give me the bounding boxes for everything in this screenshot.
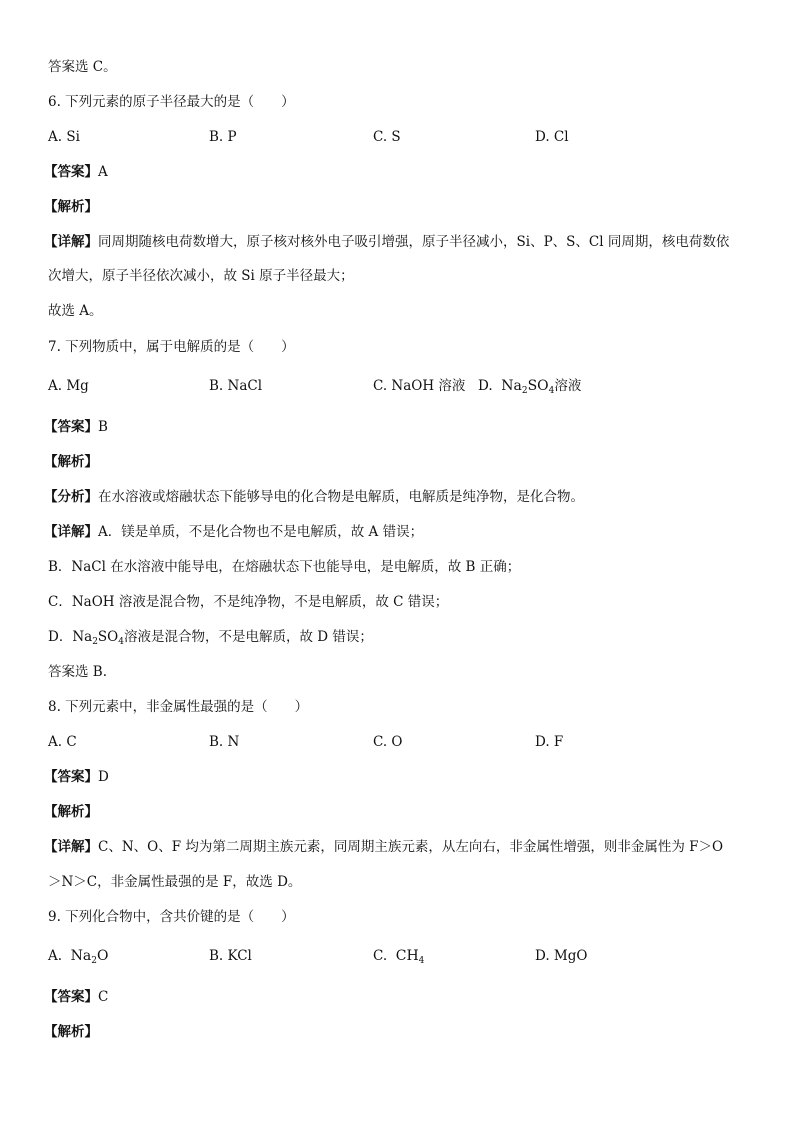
detail-label: 【详解】 bbox=[44, 234, 98, 250]
answer-line-prev: 答案选 C。 bbox=[48, 59, 117, 75]
answer-value: D bbox=[98, 769, 109, 785]
formula-subscript: 2 bbox=[91, 956, 97, 966]
answer-value: C bbox=[98, 989, 109, 1005]
answer-label: 【答案】 bbox=[44, 419, 98, 435]
q6-option-c: C. S bbox=[373, 129, 401, 145]
detail-text: D．Na bbox=[48, 629, 93, 645]
q7-detail-a bbox=[44, 522, 423, 542]
q9-answer bbox=[44, 987, 108, 1007]
detail-label: 【详解】 bbox=[44, 839, 98, 855]
detail-text: 溶液是混合物，不是电解质，故 D 错误； bbox=[123, 629, 373, 645]
q7-option-b: B. NaCl bbox=[209, 378, 263, 394]
q8-answer bbox=[44, 767, 109, 787]
q7-detail-d bbox=[48, 627, 373, 647]
q8-option-a: A. C bbox=[48, 734, 77, 750]
q8-option-c: C. O bbox=[373, 734, 403, 750]
q6-detail-2: 次增大，原子半径依次减小，故 Si 原子半径最大； bbox=[48, 268, 354, 284]
q8-detail-2: ＞N＞C，非金属性最强的是 F，故选 D。 bbox=[48, 874, 302, 890]
q6-detail-1 bbox=[44, 232, 729, 252]
question-7: 7. 下列物质中，属于电解质的是（ ） bbox=[48, 339, 295, 355]
q6-answer bbox=[44, 162, 108, 182]
q7-conclusion: 答案选 B. bbox=[48, 664, 108, 680]
detail-text: A．镁是单质，不是化合物也不是电解质，故 A 错误； bbox=[98, 524, 424, 540]
detail-text: C、N、O、F 均为第二周期主族元素，同周期主族元素，从左向右，非金属性增强，则非金属性为 F＞O bbox=[98, 839, 724, 855]
answer-label: 【答案】 bbox=[44, 164, 98, 180]
formula-part: Na bbox=[501, 378, 522, 394]
q7-option-d bbox=[478, 376, 581, 396]
answer-label: 【答案】 bbox=[44, 989, 98, 1005]
formula-part: SO bbox=[527, 378, 549, 394]
q7-option-a: A. Mg bbox=[48, 378, 89, 394]
answer-label: 【答案】 bbox=[44, 769, 98, 785]
formula-part: CH bbox=[395, 948, 419, 964]
detail-text: SO bbox=[97, 629, 119, 645]
q8-option-d: D. F bbox=[535, 734, 564, 750]
q9-option-d: D. MgO bbox=[535, 948, 588, 964]
analysis-text: 在水溶液或熔融状态下能够导电的化合物是电解质，电解质是纯净物，是化合物。 bbox=[98, 489, 584, 505]
formula-ch4 bbox=[396, 948, 425, 964]
formula-subscript: 2 bbox=[521, 386, 528, 396]
formula-subscript: 4 bbox=[418, 956, 425, 966]
q6-option-a: A. Si bbox=[48, 129, 80, 145]
question-9: 9. 下列化合物中，含共价键的是（ ） bbox=[48, 909, 295, 925]
q8-analysis-label: 【解析】 bbox=[44, 804, 98, 820]
q7-analysis bbox=[44, 487, 584, 507]
q7-analysis-label: 【解析】 bbox=[44, 454, 98, 470]
analysis-label: 【分析】 bbox=[44, 489, 98, 505]
option-letter: A. bbox=[48, 948, 63, 964]
q6-analysis-label: 【解析】 bbox=[44, 199, 98, 215]
formula-part: O bbox=[96, 948, 109, 964]
answer-value: A bbox=[98, 164, 108, 180]
question-6: 6. 下列元素的原子半径最大的是（ ） bbox=[48, 94, 295, 110]
q7-detail-b: B．NaCl 在水溶液中能导电，在熔融状态下也能导电，是电解质，故 B 正确； bbox=[48, 559, 521, 575]
option-suffix: 溶液 bbox=[554, 378, 582, 394]
q7-option-c: C. NaOH 溶液 bbox=[373, 378, 466, 394]
formula-subscript: 2 bbox=[92, 637, 98, 647]
formula-na2so4 bbox=[501, 378, 554, 394]
question-8: 8. 下列元素中，非金属性最强的是（ ） bbox=[48, 699, 309, 715]
formula-subscript: 4 bbox=[548, 386, 555, 396]
detail-text: 同周期随核电荷数增大，原子核对核外电子吸引增强，原子半径减小，Si、P、S、Cl 同周期，核电荷数依 bbox=[98, 234, 730, 250]
q6-conclusion: 故选 A。 bbox=[48, 303, 103, 319]
formula-na2o bbox=[71, 948, 109, 964]
q8-option-b: B. N bbox=[209, 734, 240, 750]
q7-answer bbox=[44, 417, 108, 437]
answer-value: B bbox=[98, 419, 108, 435]
q6-option-d: D. Cl bbox=[535, 129, 569, 145]
detail-label: 【详解】 bbox=[44, 524, 98, 540]
q9-analysis-label: 【解析】 bbox=[44, 1024, 98, 1040]
q9-option-b: B. KCl bbox=[209, 948, 252, 964]
q7-detail-c: C．NaOH 溶液是混合物，不是纯净物，不是电解质，故 C 错误； bbox=[48, 594, 449, 610]
option-letter: C. bbox=[373, 948, 388, 964]
q9-option-a bbox=[48, 946, 108, 966]
formula-subscript: 4 bbox=[118, 637, 124, 647]
q6-option-b: B. P bbox=[209, 129, 237, 145]
option-letter: D. bbox=[478, 378, 493, 394]
q8-detail-1 bbox=[44, 837, 723, 857]
formula-part: Na bbox=[70, 948, 92, 964]
q9-option-c bbox=[373, 946, 424, 966]
